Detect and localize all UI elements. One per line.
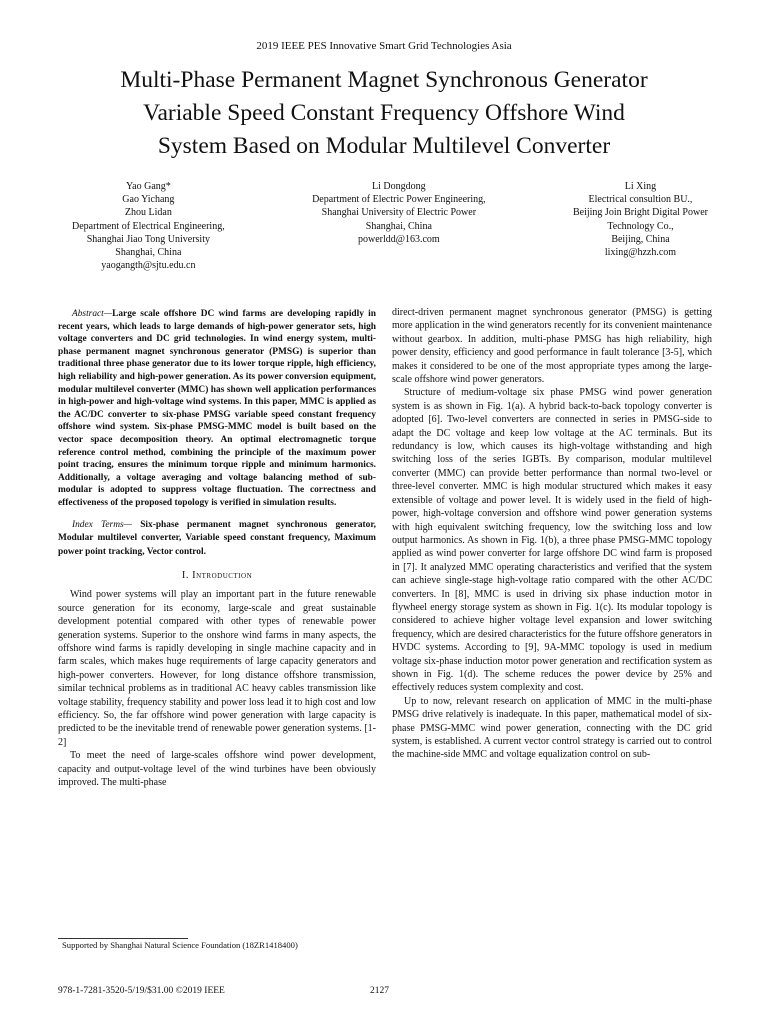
paragraph: Structure of medium-voltage six phase PMSG wind power generation system is as shown in Fig. 1(a). A hybrid back-to-back topology converter is adopted [6]. Two-level converters are connected in series in PMSG-side to adapt the DC voltage and keep low voltage at the AC terminals. But its redundancy is low, which causes its high-voltage withstanding and high switching loss of the series IGBTs. By comparison, modular multilevel converter (MMC) can provide better performance than normal two-level or three-level converter. MMC is high modular structured which makes it easy extensible of voltage and power level. It is widely used in the field of high-power, high-voltage conversion and offshore wind power generation systems with high equivalent switching frequency, low the switching loss and low output harmonics. As shown in Fig. 1(b), a three phase PMSG-MMC topology applied as wind power converter for large offshore DC wind farm is proposed in [7]. It analyzed MMC operating characteristics and verified that the system can achieve single-stage high-voltage ratio compared with the other AC/DC converters. In [8], MMC is used in driving six phase induction motor in flywheel energy storage system as shown in Fig. 1(c). Its modular topology is considered to achieve higher voltage level expansion and lower switching frequency, which are desired characteristics for the future offshore generators in HVDC systems. According to [9], 9A-MMC topology is used in medium voltage six-phase induction motor power generation and rectification system as shown in Fig. 1(d). The scheme reduces the power device by 25% and effectively reduces system complexity and cost. (392, 387, 712, 694)
author-1-line: Shanghai Jiao Tong University (86, 233, 210, 245)
author-1-line: Shanghai, China (115, 247, 182, 259)
paragraph: Up to now, relevant research on application of MMC in the multi-phase PMSG drive relatively is inadequate. In this paper, mathematical model of six-phase PMSG-MMC wind power generation, connecting with the DC grid system, is established. A current vector control strategy is carried out to control the machine-side MMC and voltage equalization control on sub- (392, 695, 712, 761)
conference-header: 2019 IEEE PES Innovative Smart Grid Technologies Asia (256, 40, 512, 52)
author-1-line: Yao Gang* (125, 181, 171, 192)
author-2 (312, 180, 486, 272)
author-1-email: yaogangth@sjtu.edu.cn (101, 260, 196, 272)
author-3 (573, 180, 708, 272)
section-heading: I. Introduction (181, 569, 253, 581)
author-3-email: lixing@hzzh.com (604, 247, 677, 259)
author-3-line: Beijing, China (611, 233, 670, 245)
author-2-line: Department of Electric Power Engineering, (312, 194, 486, 206)
author-2-line: Shanghai, China (365, 220, 432, 232)
author-3-line: Beijing Join Bright Digital Power (572, 207, 708, 219)
author-1-line: Department of Electrical Engineering, (72, 220, 225, 232)
footnote: Supported by Shanghai Natural Science Foundation (18ZR1418400) (62, 940, 298, 950)
footnote-divider (58, 938, 188, 939)
author-1-line: Gao Yichang (122, 194, 175, 206)
paragraph: To meet the need of large-scales offshore wind power development, capacity and output-voltage level of the wind turbines have been obviously improved. The multi-phase (58, 750, 376, 788)
author-3-line: Li Xing (624, 181, 657, 192)
paragraph: direct-driven permanent magnet synchronous generator (PMSG) is getting more application in the wind generators recently for its convenient maintenance without gearbox. In addition, multi-phase PMSG has high reliability, high power density, efficiency and good performance in fault tolerance [3-5], which makes it considered to be one of the most appropriate types among the large-scale offshore wind power generators. (392, 307, 712, 386)
author-2-line: Shanghai University of Electric Power (321, 207, 477, 219)
title-line-1: Multi-Phase Permanent Magnet Synchronous Generator (120, 67, 648, 93)
abstract (58, 308, 376, 510)
author-1-line: Zhou Lidan (124, 207, 172, 219)
author-3-line: Electrical consultion BU., (588, 194, 693, 206)
index-terms (58, 519, 376, 560)
page-number: 2127 (370, 986, 389, 996)
right-column (392, 306, 712, 762)
paper-title (40, 64, 728, 163)
author-1 (72, 180, 225, 272)
author-2-email: powerldd@163.com (358, 233, 440, 245)
index-terms-text: Six-phase permanent magnet synchronous generator, Modular multilevel converter, Variable speed constant frequency, Maximum power point tracking, Vector control. (58, 519, 376, 558)
index-terms-lead: Index Terms— (72, 519, 132, 530)
footer-isbn: 978-1-7281-3520-5/19/$31.00 ©2019 IEEE (58, 986, 225, 996)
author-block (72, 180, 708, 272)
title-line-3: System Based on Modular Multilevel Converter (157, 133, 611, 159)
abstract-text: Large scale offshore DC wind farms are developing rapidly in recent years, which leads to large demands of high-power generator sets, high voltage converters and DC grid technologies. In wind energy system, multi-phase permanent magnet synchronous generator (PMSG) is superior than traditional three phase generator due to its lower torque ripple, high efficiency, high reliability and high-power generation. As its power conversion equipment, modular multilevel converter (MMC) has shown well application performances in high-power and high-voltage wind systems. In this paper, MMC is applied as the AC/DC converter to six-phase PMSG variable speed constant frequency offshore wind system. Six-phase PMSG-MMC model is built based on the vector space decomposition theory. An optimal electromagnetic torque reference control method, combining the principle of the maximum power point tracing, ensures the minimum torque ripple and minimum harmonics. Additionally, a voltage averaging and voltage balancing method of sub-modular is adopted to suppress voltage fluctuation. The correctness and effectiveness of the proposed topology is verified in simulation results. (58, 309, 376, 508)
title-line-2: Variable Speed Constant Frequency Offshore Wind (143, 100, 625, 126)
left-column (58, 308, 376, 789)
abstract-lead: Abstract— (72, 309, 113, 319)
paragraph: Wind power systems will play an important part in the future renewable source generation for its economy, large-scale and great sustainable development potential compared with other types of renewable power generation systems. Superior to the onshore wind farms in many aspects, the offshore wind farms is rapidly developing in single machine capacity and in farm scales, which makes huge requirements of large capacity generators and high-power converters. However, for long distance offshore transmission, similar technical problems as in traditional AC heavy cables transmission like voltage stability, frequency stability and power loss lead it to high cost and low efficiency. So, the far offshore wind power generation with large capacity is predicted to be the inevitable trend of renewable power generation systems. [1-2] (58, 589, 376, 748)
author-2-line: Li Dongdong (372, 181, 426, 192)
author-3-line: Technology Co., (607, 220, 674, 232)
